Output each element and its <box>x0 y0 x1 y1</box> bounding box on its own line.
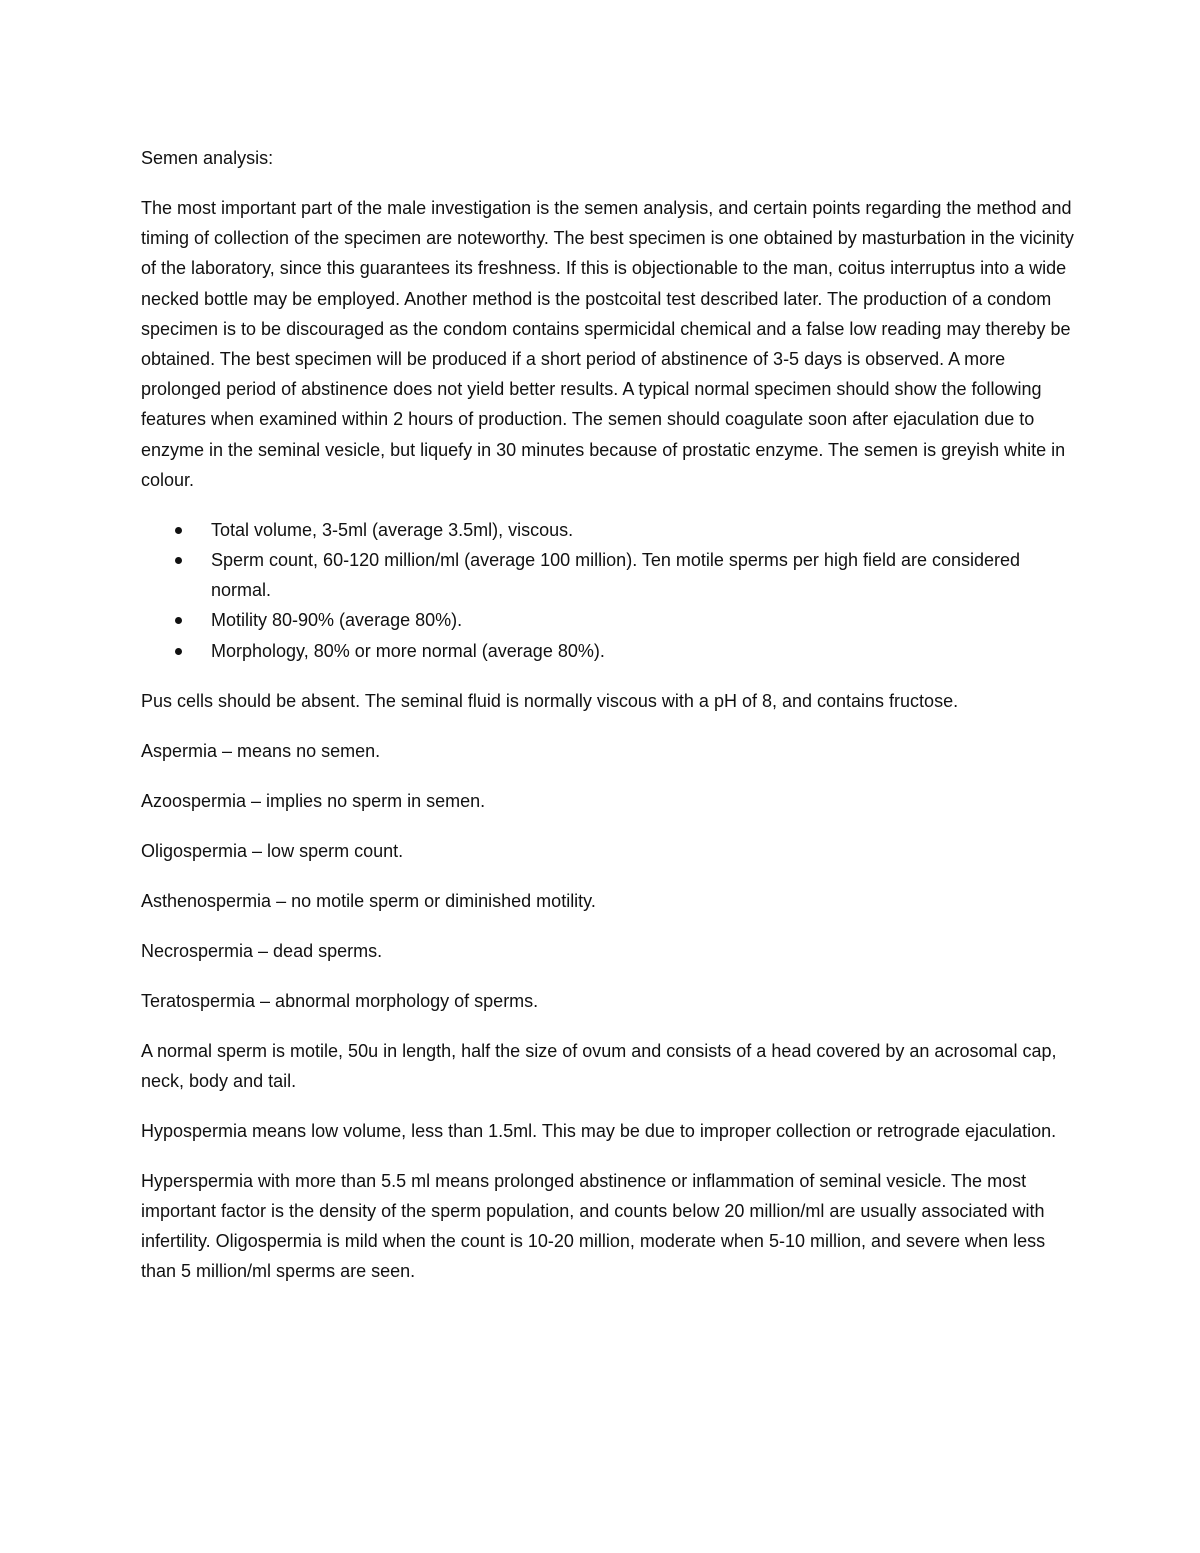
bullet-icon <box>175 557 182 564</box>
document-body <box>141 143 1076 1306</box>
definition-azoospermia: Azoospermia – implies no sperm in semen. <box>141 790 486 811</box>
normal-sperm-paragraph: A normal sperm is motile, 50u in length, half the size of ovum and consists of a head covered by an acrosomal cap, neck, body and tail. <box>141 1040 1057 1091</box>
list-item-text: Total volume, 3-5ml (average 3.5ml), viscous. <box>211 519 574 540</box>
definition-teratospermia: Teratospermia – abnormal morphology of sperms. <box>141 990 539 1011</box>
definition-aspermia: Aspermia – means no semen. <box>141 740 381 761</box>
hypospermia-paragraph: Hypospermia means low volume, less than 1.5ml. This may be due to improper collection or retrograde ejaculation. <box>141 1120 1057 1141</box>
hyperspermia-paragraph: Hyperspermia with more than 5.5 ml means prolonged abstinence or inflammation of seminal vesicle. The most important factor is the density of the sperm population, and counts below 20 million/ml are usually associated with infertility. Oligospermia is mild when the count is 10-20 million, moderate when 5-10 million, and severe when less than 5 million/ml sperms are seen. <box>141 1170 1046 1282</box>
list-item-text: Morphology, 80% or more normal (average 80%). <box>211 640 605 661</box>
list-item-text: Sperm count, 60-120 million/ml (average 100 million). Ten motile sperms per high field are considered normal. <box>211 550 1021 601</box>
bullet-icon <box>175 527 182 534</box>
list-item-text: Motility 80-90% (average 80%). <box>211 610 463 631</box>
list-item <box>141 545 1076 605</box>
list-item <box>141 515 1076 545</box>
definition-oligospermia: Oligospermia – low sperm count. <box>141 840 404 861</box>
bullet-icon <box>175 648 182 655</box>
pus-cells-paragraph: Pus cells should be absent. The seminal fluid is normally viscous with a pH of 8, and contains fructose. <box>141 690 959 711</box>
definition-necrospermia: Necrospermia – dead sperms. <box>141 940 383 961</box>
intro-paragraph: The most important part of the male investigation is the semen analysis, and certain points regarding the method and timing of collection of the specimen are noteworthy. The best specimen is one obtained by masturbation in the vicinity of the laboratory, since this guarantees its freshness. If this is objectionable to the man, coitus interruptus into a wide necked bottle may be employed. Another method is the postcoital test described later. The production of a condom specimen is to be discouraged as the condom contains spermicidal chemical and a false low reading may thereby be obtained. The best specimen will be produced if a short period of abstinence of 3-5 days is observed. A more prolonged period of abstinence does not yield better results. A typical normal specimen should show the following features when examined within 2 hours of production. The semen should coagulate soon after ejaculation due to enzyme in the seminal vesicle, but liquefy in 30 minutes because of prostatic enzyme. The semen is greyish white in colour. <box>141 198 1074 490</box>
list-item <box>141 605 1076 635</box>
document-title: Semen analysis: <box>141 148 274 168</box>
definition-asthenospermia: Asthenospermia – no motile sperm or diminished motility. <box>141 890 596 911</box>
features-list <box>141 515 1076 666</box>
bullet-icon <box>175 617 182 624</box>
list-item <box>141 636 1076 666</box>
